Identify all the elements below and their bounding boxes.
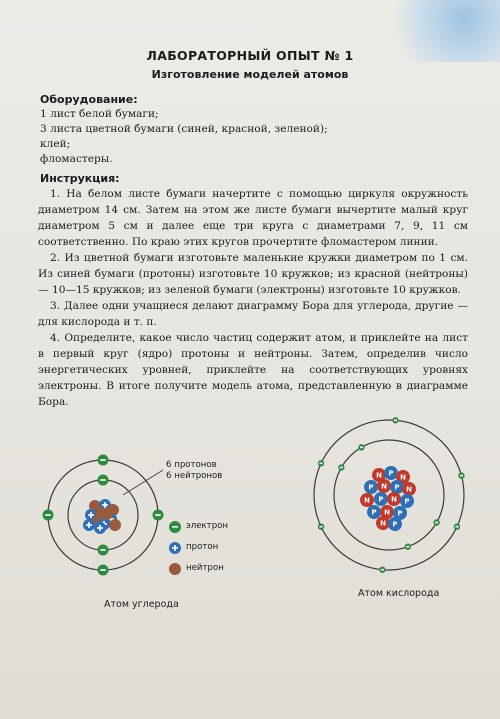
proton-particle: [94, 522, 106, 534]
legend-electron-label: электрон: [186, 521, 229, 531]
svg-text:P: P: [388, 469, 394, 478]
equipment-item: 3 листа цветной бумаги (синей, красной, зеленой);: [40, 123, 328, 135]
electron-particle: [98, 455, 109, 466]
svg-text:P: P: [368, 483, 374, 492]
neutron-particle: [101, 508, 113, 520]
svg-text:N: N: [381, 482, 387, 491]
carbon-neutrons-label: 6 нейтронов: [166, 471, 223, 481]
equipment-item: клей;: [40, 138, 71, 150]
carbon-nucleus: [83, 499, 121, 534]
proton-particle: [367, 505, 381, 519]
electron-particle: [379, 567, 385, 573]
svg-text:N: N: [400, 473, 406, 482]
carbon-protons-label: 6 протонов: [166, 460, 217, 470]
svg-text:N: N: [406, 485, 412, 494]
legend: [169, 521, 181, 575]
electron-particle: [392, 417, 398, 423]
neutron-particle: [387, 492, 401, 506]
carbon-atom: [43, 455, 164, 576]
proton-particle: [390, 480, 404, 494]
legend-neutron-label: нейтрон: [186, 563, 224, 573]
proton-particle: [374, 492, 388, 506]
electron-particle: [98, 475, 109, 486]
svg-text:P: P: [397, 509, 403, 518]
svg-text:P: P: [392, 520, 398, 529]
instruction-step-1: 1. На белом листе бумаги начертите с помощью циркуля окружность диаметром 14 см. Затем на этом же листе бумаги вычертите малый круг диаметром 5 см и далее еще три круга с диаметрами 7, 9, 11 см соответственно. По краю этих кругов прочертите фломастером линии.: [38, 188, 468, 249]
svg-text:N: N: [391, 495, 397, 504]
electron-particle: [98, 565, 109, 576]
instructions-heading: Инструкция:: [40, 172, 120, 185]
svg-text:P: P: [404, 497, 410, 506]
electron-particle: [98, 545, 109, 556]
electron-particle: [153, 510, 164, 521]
electron-particle: [454, 523, 460, 529]
carbon-caption: Атом углерода: [104, 599, 179, 610]
svg-text:N: N: [384, 508, 390, 517]
carbon-pointer-line: [123, 470, 163, 495]
equipment-item: фломастеры.: [40, 153, 113, 165]
instruction-step-4: 4. Определите, какое число частиц содержит атом, и приклейте на лист в первый круг (ядро) протоны и нейтроны. Затем, определив число энергетических уровней, приклейте на соответствующих уровнях электроны. В итоге получите модель атома, представленную в диаграмме Бора.: [38, 332, 468, 409]
neutron-particle: [402, 482, 416, 496]
neutron-particle: [109, 519, 121, 531]
svg-text:N: N: [376, 471, 382, 480]
oxygen-caption: Атом кислорода: [358, 588, 440, 599]
proton-particle: [384, 466, 398, 480]
proton-particle: [364, 480, 378, 494]
proton-particle: [388, 517, 402, 531]
neutron-particle: [377, 479, 391, 493]
electron-particle: [358, 444, 364, 450]
svg-text:N: N: [380, 519, 386, 528]
neutron-particle: [376, 516, 390, 530]
page-subtitle: Изготовление моделей атомов: [151, 68, 349, 81]
electron-particle: [433, 519, 439, 525]
bohr-diagrams: [0, 380, 500, 620]
proton-particle: [400, 494, 414, 508]
svg-text:P: P: [378, 495, 384, 504]
equipment-item: 1 лист белой бумаги;: [40, 108, 159, 120]
neutron-particle: [360, 493, 374, 507]
electron-particle: [318, 523, 324, 529]
svg-text:N: N: [364, 496, 370, 505]
electron-particle: [318, 460, 324, 466]
bohr-diagram-svg: [0, 380, 500, 620]
instruction-step-3: 3. Далее одни учащиеся делают диаграмму Бора для углерода, другие — для кислорода и т. п.: [38, 300, 468, 329]
legend-proton-label: протон: [186, 542, 219, 552]
electron-particle: [338, 464, 344, 470]
svg-text:P: P: [371, 508, 377, 517]
instruction-step-2: 2. Из цветной бумаги изготовьте маленькие кружки диаметром по 1 см. Из синей бумаги (протоны) изготовьте 10 кружков; из красной (нейтроны) — 10—15 кружков; из зеленой бумаги (электроны) изготовьте 10 кружков.: [38, 252, 468, 297]
oxygen-nucleus: [360, 466, 416, 531]
proton-particle: [83, 519, 95, 531]
legend-neutron-icon: [169, 563, 181, 575]
electron-particle: [43, 510, 54, 521]
oxygen-atom: [314, 417, 465, 573]
electron-particle: [405, 543, 411, 549]
svg-text:P: P: [394, 483, 400, 492]
equipment-heading: Оборудование:: [40, 93, 138, 106]
electron-particle: [458, 472, 464, 478]
page-title: ЛАБОРАТОРНЫЙ ОПЫТ № 1: [146, 48, 354, 63]
